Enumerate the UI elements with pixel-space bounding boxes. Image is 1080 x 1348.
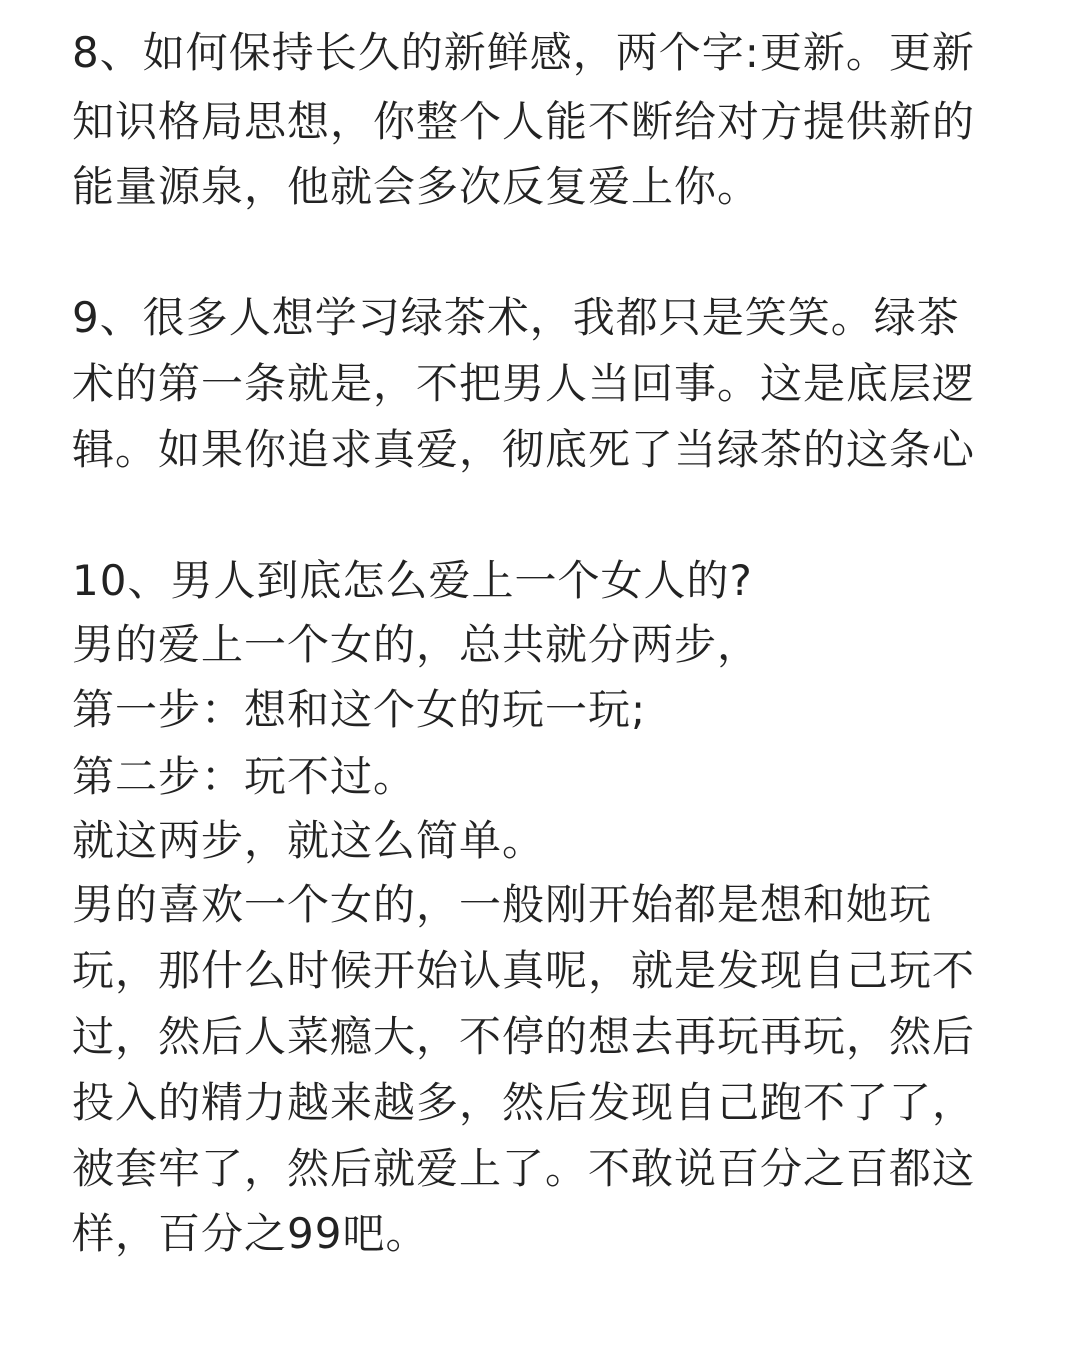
paragraph-10-line-6: 男的喜欢一个女的，一般刚开始都是想和她玩 (72, 880, 933, 929)
paragraph-10-line-5: 就这两步，就这么简单。 (72, 816, 546, 865)
paragraph-10-line-11: 样，百分之99吧。 (72, 1209, 429, 1258)
paragraph-9-line-3: 辑。如果你追求真爱，彻底死了当绿茶的这条心 (72, 425, 976, 474)
paragraph-10-line-2: 男的爱上一个女的，总共就分两步， (72, 620, 761, 669)
paragraph-8-line-2: 知识格局思想，你整个人能不断给对方提供新的 (72, 97, 976, 146)
paragraph-10-line-7: 玩，那什么时候开始认真呢，就是发现自己玩不 (72, 946, 976, 995)
paragraph-9-line-1: 9、很多人想学习绿茶术，我都只是笑笑。绿茶 (72, 293, 960, 342)
paragraph-10-line-1: 10、男人到底怎么爱上一个女人的? (72, 556, 753, 605)
paragraph-10-line-9: 投入的精力越来越多，然后发现自己跑不了了， (72, 1078, 976, 1127)
paragraph-8-line-1: 8、如何保持长久的新鲜感，两个字:更新。更新 (72, 28, 975, 77)
paragraph-9-line-2: 术的第一条就是，不把男人当回事。这是底层逻 (72, 359, 976, 408)
paragraph-10-line-8: 过，然后人菜瘾大，不停的想去再玩再玩，然后 (72, 1012, 976, 1061)
paragraph-10-line-3: 第一步：想和这个女的玩一玩; (72, 685, 647, 734)
paragraph-8-line-3: 能量源泉，他就会多次反复爱上你。 (72, 162, 761, 211)
paragraph-10-line-10: 被套牢了，然后就爱上了。不敢说百分之百都这 (72, 1144, 976, 1193)
paragraph-10-line-4: 第二步：玩不过。 (72, 752, 417, 801)
